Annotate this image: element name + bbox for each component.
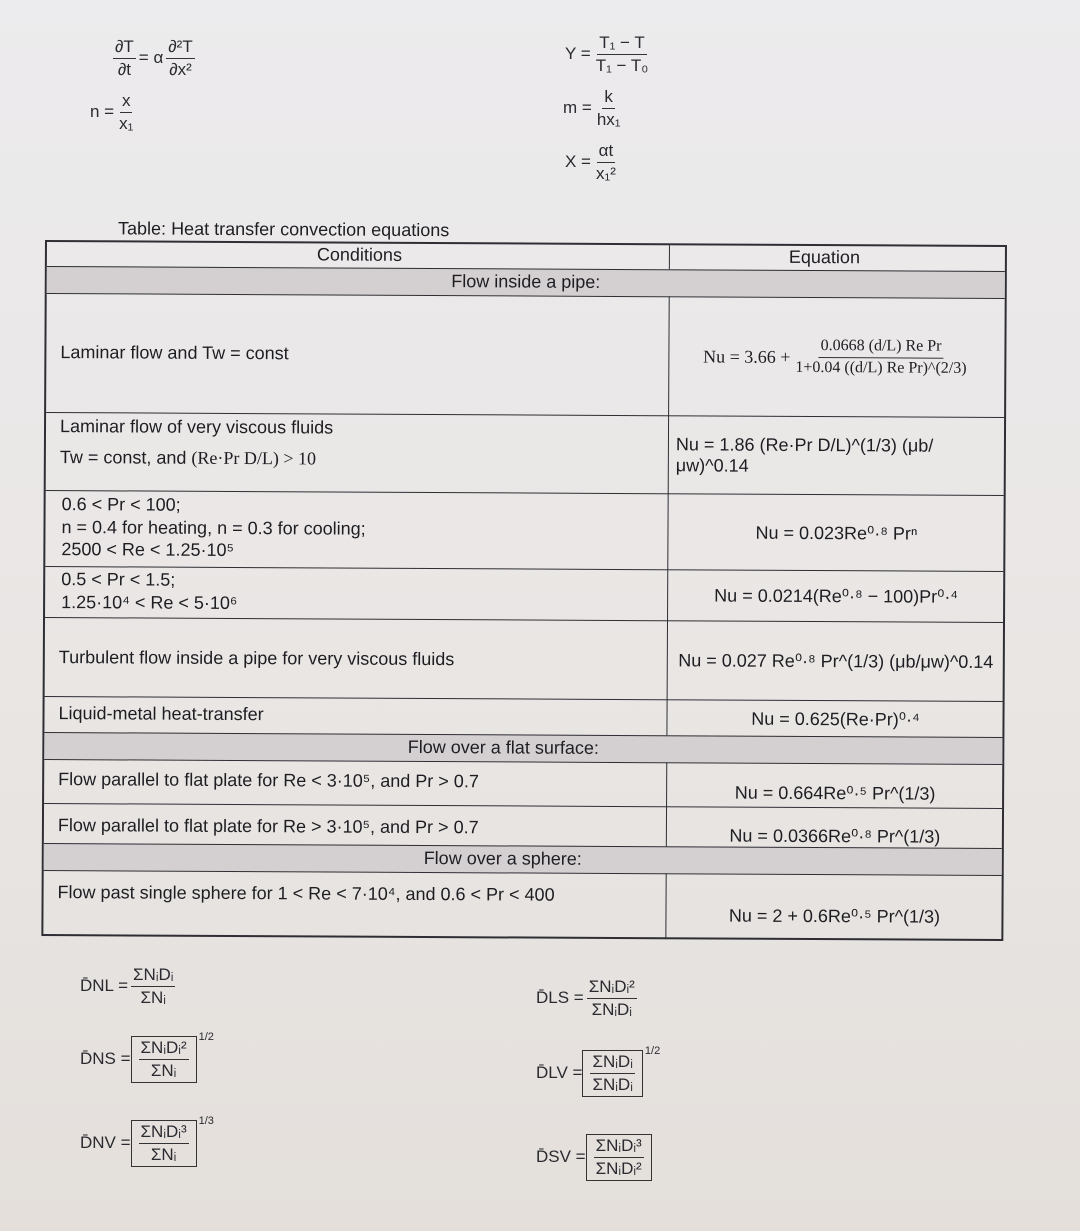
y-equation — [565, 34, 653, 75]
eq-num: ΣNᵢDᵢ³ — [594, 1137, 644, 1158]
bracket — [131, 1120, 197, 1167]
x-equation — [565, 142, 621, 183]
equation-cell — [676, 416, 998, 496]
eq-text: Nu = 1.86 (Re·Pr D/L)^(1/3) (μb/μw)^0.14 — [675, 434, 934, 476]
eq-den: ΣNᵢ — [140, 987, 166, 1007]
dsv-equation — [536, 1134, 652, 1181]
eq-den: ΣNᵢ — [150, 1144, 177, 1164]
table-row — [44, 759, 1002, 808]
table-row — [44, 803, 1002, 848]
eq-num: 0.0668 (d/L) Re Pr — [819, 338, 944, 358]
condition-cell: Laminar flow and Tw = const — [60, 342, 289, 364]
dls-equation — [536, 978, 640, 1019]
eq-num: x — [120, 92, 133, 113]
eq-num: ∂²T — [166, 38, 194, 59]
dns-equation — [80, 1031, 214, 1083]
condition-line: 0.5 < Pr < 1.5; — [61, 569, 176, 590]
eq-lhs: D̄NS = — [80, 1049, 131, 1069]
eq-den: 1+0.04 ((d/L) Re Pr)^(2/3) — [795, 358, 967, 377]
condition-line: Tw = const, and — [59, 446, 187, 468]
eq-num: αt — [597, 142, 616, 163]
eq-den: T₁ − T₀ — [595, 55, 649, 75]
section-sphere: Flow over a sphere: — [423, 847, 582, 869]
table-title: Table: Heat transfer convection equations — [118, 218, 450, 241]
column-divider — [669, 245, 670, 269]
condition-line: 1.25·10⁴ < Re < 5·10⁶ — [61, 591, 238, 613]
m-equation — [563, 88, 626, 129]
convection-table — [41, 218, 1007, 941]
condition-line: 2500 < Re < 1.25·10⁵ — [61, 539, 235, 560]
eq-num: ΣNᵢDᵢ² — [139, 1039, 189, 1060]
eq-den: ΣNᵢDᵢ² — [595, 1158, 642, 1178]
equation-cell — [674, 807, 996, 849]
eq-text: Nu = 3.66 + — [703, 346, 791, 367]
condition-formula: (Re·Pr D/L) > 10 — [191, 447, 317, 468]
eq-text: Nu = 0.664Re⁰·⁵ Pr^(1/3) — [734, 782, 936, 804]
eq-lhs: D̄NL = — [80, 976, 129, 996]
eq-num: ΣNᵢDᵢ² — [587, 978, 637, 999]
header-conditions: Conditions — [316, 244, 403, 265]
dnl-equation — [80, 966, 178, 1007]
eq-den: ΣNᵢDᵢ — [591, 999, 632, 1019]
condition-cell — [61, 568, 237, 614]
equation-cell — [675, 494, 997, 572]
section-pipe: Flow inside a pipe: — [451, 271, 601, 292]
eq-text: Nu = 2 + 0.6Re⁰·⁵ Pr^(1/3) — [728, 905, 941, 927]
equation-cell — [674, 763, 996, 809]
table-frame — [41, 240, 1007, 941]
dlv-equation — [536, 1045, 661, 1097]
eq-operator: = α — [138, 48, 164, 68]
table-row — [45, 490, 1003, 571]
table-row — [46, 412, 1004, 495]
eq-power: 1/2 — [644, 1045, 661, 1057]
bracket — [582, 1050, 642, 1097]
eq-lhs: D̄SV = — [536, 1147, 586, 1167]
eq-num: ΣNᵢDᵢ³ — [139, 1123, 189, 1144]
eq-lhs: D̄LV = — [536, 1063, 583, 1083]
table-row — [44, 696, 1002, 737]
eq-text: Nu = 0.027 Re⁰·⁸ Pr^(1/3) (μb/μw)^0.14 — [678, 650, 994, 672]
bracket — [131, 1036, 197, 1083]
eq-den: x₁ — [119, 113, 134, 133]
table-row — [46, 293, 1005, 417]
eq-text: Nu = 0.023Re⁰·⁸ Prⁿ — [755, 522, 918, 544]
eq-num: T₁ − T — [597, 34, 647, 55]
condition-cell — [61, 493, 366, 562]
condition-line: n = 0.4 for heating, n = 0.3 for cooling; — [61, 516, 366, 539]
eq-power: 1/2 — [198, 1031, 214, 1043]
equation-cell — [674, 700, 996, 738]
table-row — [45, 617, 1003, 701]
eq-num: ΣNᵢDᵢ — [590, 1053, 634, 1074]
condition-line: 0.6 < Pr < 100; — [61, 494, 181, 515]
eq-den: ∂x² — [169, 59, 192, 79]
condition-cell: Flow parallel to flat plate for Re < 3·10⁵, and Pr > 0.7 — [58, 769, 479, 792]
table-row — [45, 566, 1003, 622]
eq-lhs: D̄NV = — [80, 1133, 131, 1153]
eq-power: 1/3 — [198, 1115, 214, 1127]
equation-cell — [673, 874, 995, 942]
header-equation: Equation — [788, 246, 861, 268]
condition-cell: Flow past single sphere for 1 < Re < 7·10⁴, and 0.6 < Pr < 400 — [57, 882, 555, 905]
eq-text: Nu = 0.625(Re·Pr)⁰·⁴ — [751, 708, 920, 730]
eq-den: ΣNᵢDᵢ — [592, 1074, 633, 1094]
eq-lhs: D̄LS = — [536, 988, 584, 1008]
eq-den: ∂t — [117, 59, 131, 79]
bracket — [586, 1134, 652, 1181]
eq-num: ∂T — [113, 38, 136, 59]
equation-cell — [675, 570, 997, 623]
equation-cell — [676, 297, 999, 418]
table-row — [43, 870, 1001, 941]
heat-equation — [110, 38, 198, 79]
eq-den: hx₁ — [596, 109, 621, 129]
condition-cell: Flow parallel to flat plate for Re > 3·10⁵, and Pr > 0.7 — [57, 815, 479, 838]
eq-den: x₁² — [596, 163, 616, 183]
eq-lhs: m = — [563, 98, 592, 118]
condition-line: Laminar flow of very viscous fluids — [59, 416, 334, 438]
equation-cell — [675, 621, 997, 702]
eq-num: k — [602, 88, 615, 109]
eq-lhs: Y = — [565, 44, 591, 64]
dnv-equation — [80, 1115, 214, 1167]
eq-text: Nu = 0.0366Re⁰·⁸ Pr^(1/3) — [729, 825, 941, 847]
n-equation — [90, 92, 138, 133]
eq-lhs: X = — [565, 152, 591, 172]
eq-num: ΣNᵢDᵢ — [131, 966, 175, 987]
condition-cell — [60, 415, 333, 469]
section-flat: Flow over a flat surface: — [407, 736, 599, 758]
eq-text: Nu = 0.0214(Re⁰·⁸ − 100)Pr⁰·⁴ — [714, 585, 959, 607]
eq-den: ΣNᵢ — [150, 1060, 177, 1080]
eq-lhs: n = — [90, 102, 115, 122]
condition-cell: Liquid-metal heat-transfer — [58, 703, 264, 725]
condition-cell: Turbulent flow inside a pipe for very viscous fluids — [58, 647, 455, 670]
